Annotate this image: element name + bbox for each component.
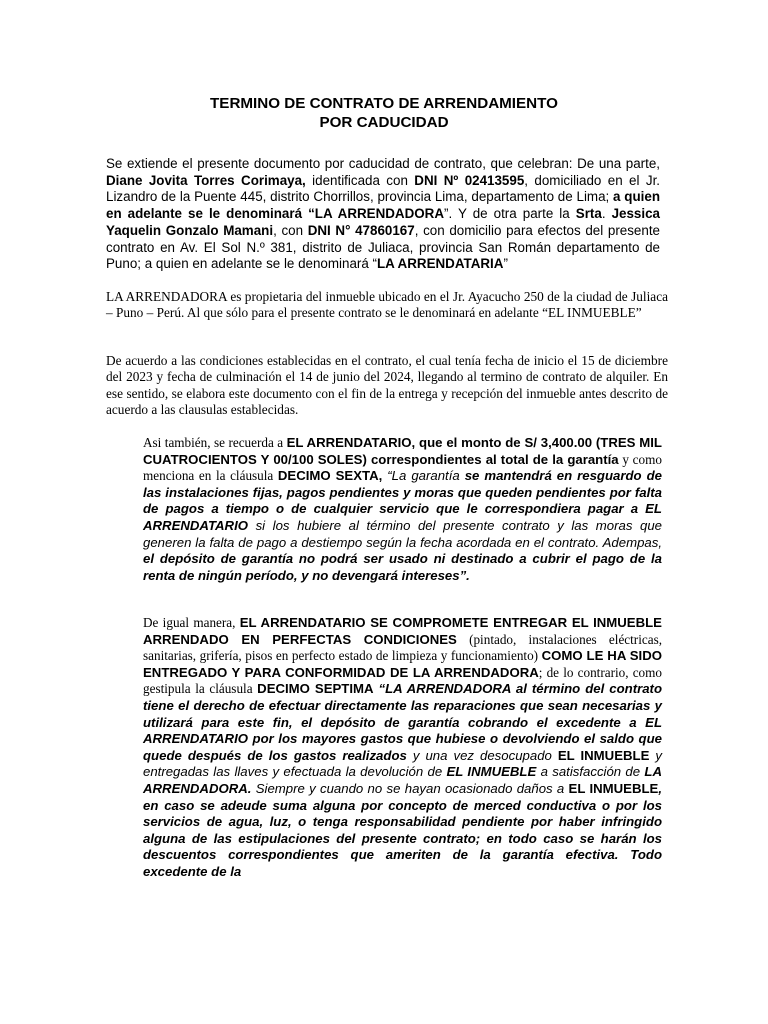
- clause-quote: “LA ARRENDADORA al término del contrato tiene el derecho de efectuar directamente las reparaciones que sean necesarias y utilizará para este fin, el depósito de garantía cobrando el excedente a EL ARRENDATARIO por los mayores gastos que hubiese o devolviendo el saldo que quede después de los gastos realizados: [143, 681, 662, 763]
- text-span: identificada con: [305, 172, 415, 188]
- property-reference: EL INMUEBLE: [557, 747, 650, 763]
- clause-quote: , en caso se adeude suma alguna por concepto de merced conductiva o por los servicios de agua, luz, o tenga responsabilidad pendiente por haber infringido alguna de las estipulaciones del presente contrato; en todo caso se harán los descuentos correspondientes que ameriten de la garantía efectiva. Todo excedente de la: [143, 780, 662, 879]
- clause-quote: se mantendrá en resguardo de las instalaciones fijas, pagos pendientes y moras que queden pendientes por falta de pagos a tiempo o de cualquier servicio que le correspondiera pagar a EL ARRENDATARIO: [143, 468, 662, 533]
- lessor-name: Diane Jovita Torres Corimaya,: [106, 172, 306, 188]
- lessor-designation: a quien en adelante se le denominará “LA ARRENDADORA: [106, 189, 660, 222]
- text-span: Asi también, se recuerda a: [143, 435, 287, 450]
- title-line-2: POR CADUCIDAD: [319, 114, 449, 131]
- clause-quote: el depósito de garantía no podrá ser usado ni destinado a cubrir el pago de la renta de ningún período, y no devengará intereses”.: [143, 551, 662, 583]
- lessee-designation: LA ARRENDATARIA: [376, 256, 504, 272]
- text-span: De igual manera,: [143, 615, 240, 630]
- commitment-statement: EL ARRENDATARIO SE COMPROMETE ENTREGAR EL INMUEBLE ARRENDADO EN PERFECTAS CONDICIONES: [143, 615, 662, 647]
- property-paragraph: LA ARRENDADORA es propietaria del inmueble ubicado en el Jr. Ayacucho 250 de la ciudad de Juliaca – Puno – Perú. Al que sólo para el presente contrato se le denominará en adelante “EL INMUEBLE”: [106, 289, 668, 321]
- conformity-statement: COMO LE HA SIDO ENTREGADO Y PARA CONFORMIDAD DE LA ARRENDADORA: [143, 648, 662, 680]
- text-span: si los hubiere al término del presente contrato y las moras que generen la falta de pago a destiempo según la fecha acordada en el contrato. Adempas,: [143, 517, 662, 550]
- text-span: Se extiende el presente documento por caducidad de contrato, que celebran: De una parte,: [106, 156, 660, 171]
- text-span: , con domicilio para efectos del presente contrato en Av. El Sol N.º 381, distrito de Juliaca, provincia San Román departamento de Puno; a quien en adelante se le denominará “: [106, 222, 660, 272]
- text-span: Siempre y cuando no se hayan ocasionado daños a: [251, 780, 569, 796]
- property-reference: EL INMUEBLE: [446, 764, 537, 780]
- clause-reference: DECIMO SEXTA,: [277, 468, 383, 484]
- delivery-paragraph: [143, 615, 662, 881]
- title-srta: Srta: [575, 206, 602, 222]
- text-span: , domiciliado en el Jr. Lizandro de la Puente 445, distrito Chorrillos, provincia Lima, departamento de Lima;: [106, 172, 661, 205]
- text-span: ”. Y de otra parte la: [444, 206, 576, 222]
- deposit-amount: EL ARRENDATARIO, que el monto de S/ 3,400.00 (TRES MIL CUATROCIENTOS Y 00/100 SOLES) correspondientes al total de la garantía: [143, 435, 662, 467]
- contract-term-paragraph: De acuerdo a las condiciones establecidas en el contrato, el cual tenía fecha de inicio el 15 de diciembre del 2023 y fecha de culminación el 14 de junio del 2024, llegando al termino de contrato de alquiler. En ese sentido, se elabora este documento con el fin de la entrega y recepción del inmueble antes descrito de acuerdo a las clausulas establecidas.: [106, 353, 668, 417]
- text-span: y una vez desocupado: [406, 747, 558, 763]
- lessee-dni: DNI N° 47860167: [307, 222, 415, 238]
- text-span: , con: [273, 222, 308, 238]
- text-span: a satisfacción de: [536, 764, 645, 780]
- text-span: y como menciona en la cláusula: [143, 451, 662, 484]
- property-reference: EL INMUEBLE: [568, 780, 659, 796]
- text-span: (pintado, instalaciones eléctricas, sanitarias, grifería, pisos en perfecto estado de limpieza y funcionamiento): [143, 631, 662, 664]
- lessor-dni: DNI Nº 02413595: [414, 172, 525, 188]
- text-span: ”: [503, 256, 508, 272]
- text-span: .: [601, 206, 612, 222]
- parties-paragraph: [106, 156, 660, 273]
- document-title: [0, 94, 768, 132]
- lessor-reference: LA ARRENDADORA.: [143, 764, 663, 796]
- deposit-paragraph: [143, 435, 662, 584]
- clause-reference: DECIMO SEPTIMA: [257, 681, 374, 697]
- text-span: “La garantía: [382, 468, 465, 484]
- title-line-1: TERMINO DE CONTRATO DE ARRENDAMIENTO: [210, 95, 558, 112]
- text-span: ; de lo contrario, como gestipula la cláusula: [143, 664, 662, 697]
- lessee-name: Jessica Yaquelin Gonzalo Mamani: [106, 206, 660, 238]
- text-span: y entregadas las llaves y efectuada la devolución de: [143, 747, 662, 780]
